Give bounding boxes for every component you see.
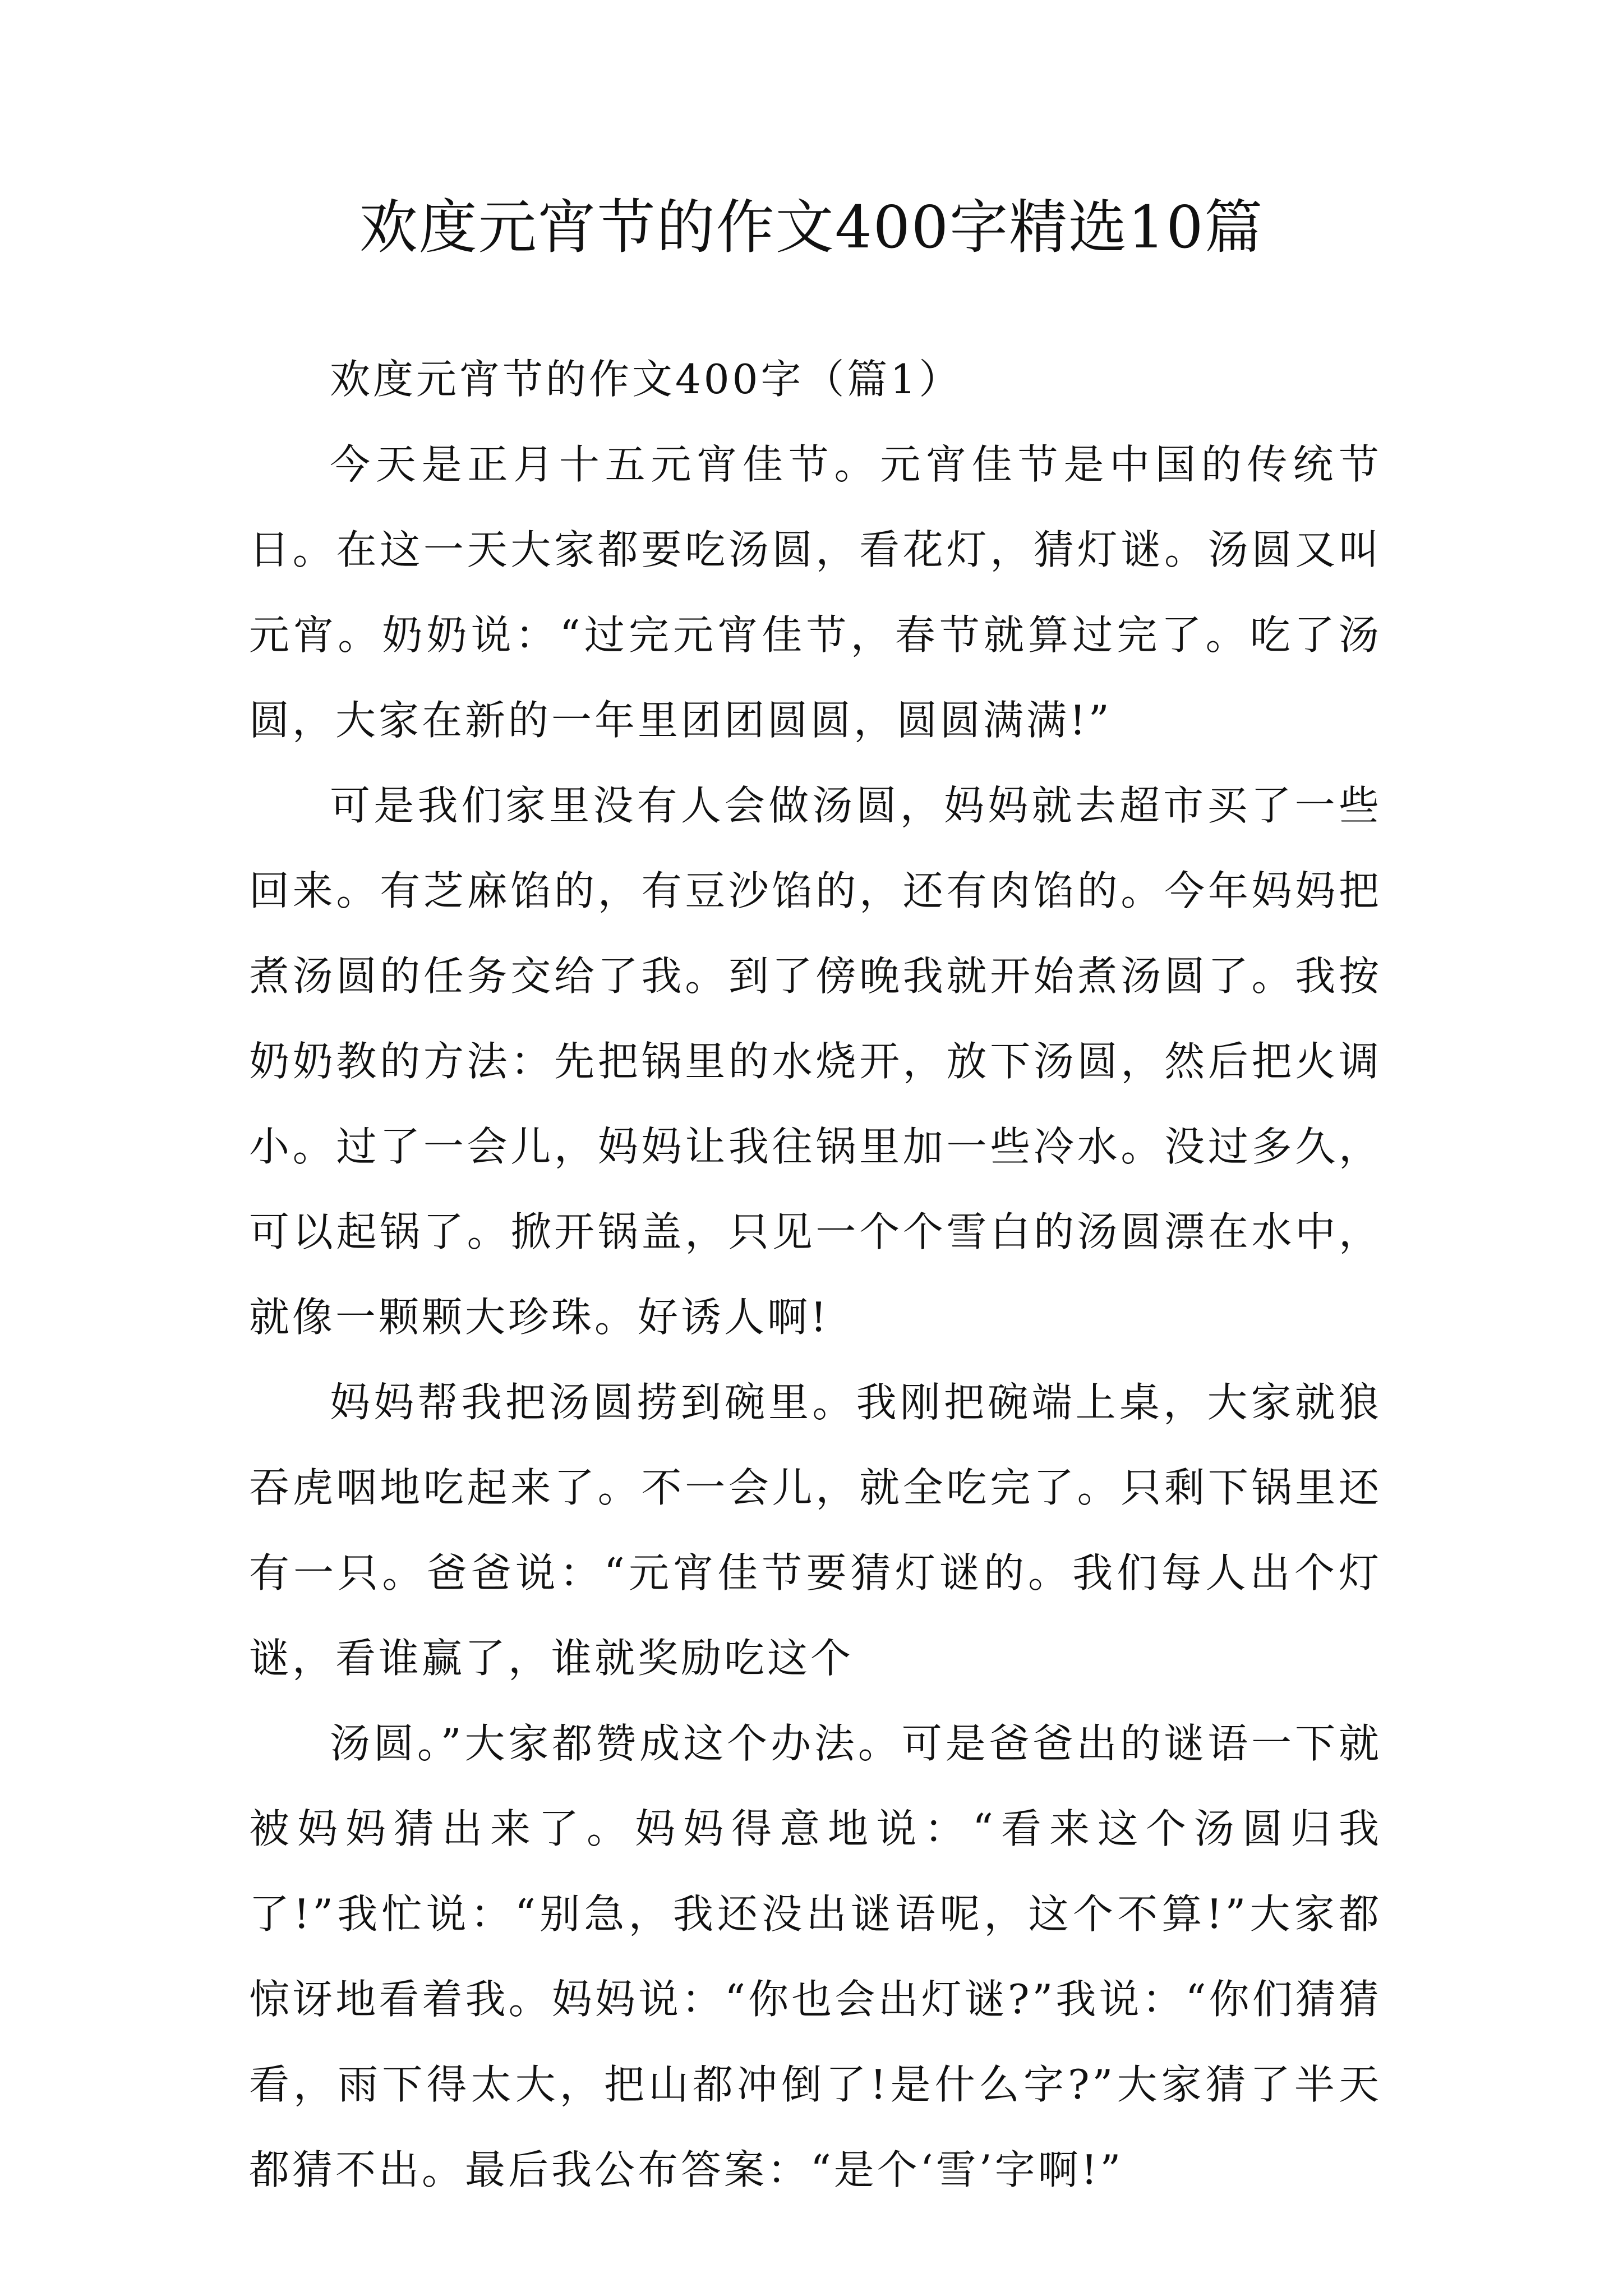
paragraph-1: 今天是正月十五元宵佳节。元宵佳节是中国的传统节日。在这一天大家都要吃汤圆，看花灯，猜灯谜。汤圆又叫元宵。奶奶说：“过完元宵佳节，春节就算过完了。吃了汤圆，大家在新的一年里团团圆圆，圆圆满满!” bbox=[249, 441, 1382, 744]
document-title: 欢度元宵节的作文400字精选10篇 bbox=[359, 193, 1264, 261]
section-heading: 欢度元宵节的作文400字（篇1） bbox=[330, 356, 962, 403]
paragraph-2: 可是我们家里没有人会做汤圆，妈妈就去超市买了一些回来。有芝麻馅的，有豆沙馅的，还有肉馅的。今年妈妈把煮汤圆的任务交给了我。到了傍晚我就开始煮汤圆了。我按奶奶教的方法：先把锅里的水烧开，放下汤圆，然后把火调小。过了一会儿，妈妈让我往锅里加一些冷水。没过多久，可以起锅了。掀开锅盖，只见一个个雪白的汤圆漂在水中，就像一颗颗大珍珠。好诱人啊! bbox=[249, 782, 1382, 1341]
paragraph-3: 妈妈帮我把汤圆捞到碗里。我刚把碗端上桌，大家就狼吞虎咽地吃起来了。不一会儿，就全吃完了。只剩下锅里还有一只。爸爸说：“元宵佳节要猜灯谜的。我们每人出个灯谜，看谁赢了，谁就奖励吃这个 bbox=[249, 1379, 1382, 1682]
document-body bbox=[249, 337, 1382, 2212]
paragraph-4: 汤圆。”大家都赞成这个办法。可是爸爸出的谜语一下就被妈妈猜出来了。妈妈得意地说：“看来这个汤圆归我了!”我忙说：“别急，我还没出谜语呢，这个不算!”大家都惊讶地看着我。妈妈说：“你也会出灯谜?”我说：“你们猜猜看，雨下得太大，把山都冲倒了!是什么字?”大家猜了半天都猜不出。最后我公布答案：“是个‘雪’字啊!” bbox=[249, 1720, 1382, 2193]
